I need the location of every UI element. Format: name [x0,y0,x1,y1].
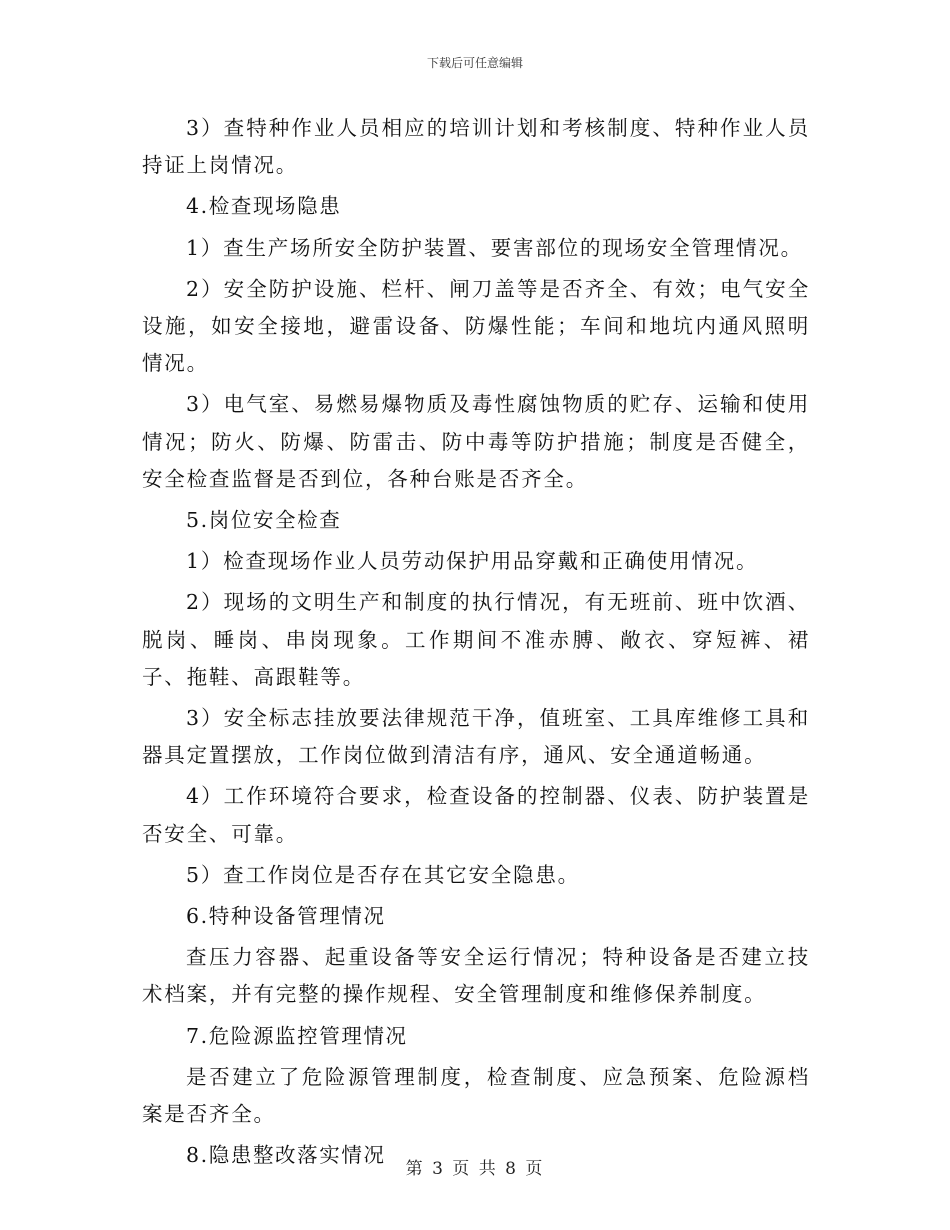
paragraph: 1）检查现场作业人员劳动保护用品穿戴和正确使用情况。 [186,549,759,574]
section-heading: 7.危险源监控管理情况 [186,1023,408,1048]
paragraph: 5）查工作岗位是否存在其它安全隐患。 [186,862,580,887]
section-heading: 4.检查现场隐患 [186,194,342,219]
section-heading: 8.隐患整改落实情况 [186,1143,386,1168]
paragraph: 是否建立了危险源管理制度，检查制度、应急预案、危险源档案是否齐全。 [142,1064,810,1127]
page-footer: 第 3 页 共 8 页 [405,1159,545,1179]
paragraph: 2）现场的文明生产和制度的执行情况，有无班前、班中饮酒、脱岗、睡岗、串岗现象。工作期间不准赤膊、敞衣、穿短裤、裙子、拖鞋、高跟鞋等。 [142,590,810,689]
page-header: 下载后可任意编辑 [426,56,523,70]
section-heading: 5.岗位安全检查 [186,508,342,533]
paragraph: 3）安全标志挂放要法律规范干净，值班室、工具库维修工具和器具定置摆放，工作岗位做到清洁有序，通风、安全通道畅通。 [142,706,810,768]
section-heading: 6.特种设备管理情况 [186,904,386,929]
paragraph: 查压力容器、起重设备等安全运行情况；特种设备是否建立技术档案，并有完整的操作规程、安全管理制度和维修保养制度。 [142,945,810,1007]
paragraph: 3）电气室、易燃易爆物质及毒性腐蚀物质的贮存、运输和使用情况；防火、防爆、防雷击、防中毒等防护措施；制度是否健全，安全检查监督是否到位，各种台账是否齐全。 [142,392,810,491]
paragraph: 4）工作环境符合要求，检查设备的控制器、仪表、防护装置是否安全、可靠。 [142,784,810,846]
paragraph: 1）查生产场所安全防护装置、要害部位的现场安全管理情况。 [186,235,803,260]
paragraph: 2）安全防护设施、栏杆、闸刀盖等是否齐全、有效；电气安全设施，如安全接地，避雷设备、防爆性能；车间和地坑内通风照明情况。 [142,276,810,376]
paragraph: 3）查特种作业人员相应的培训计划和考核制度、特种作业人员持证上岗情况。 [142,116,810,178]
document-body [142,110,810,1178]
